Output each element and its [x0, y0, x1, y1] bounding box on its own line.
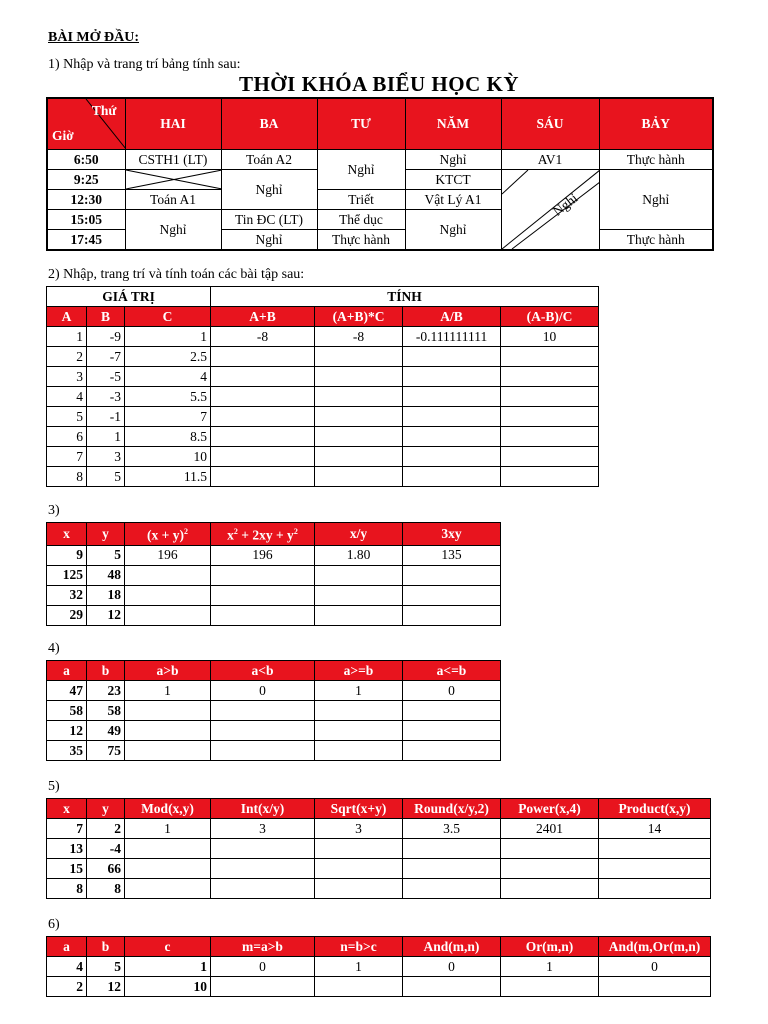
- day-hai: HAI: [125, 98, 221, 150]
- cross-mark: [126, 170, 222, 189]
- table-cell: 0: [211, 681, 315, 701]
- header-cell: y: [87, 799, 125, 819]
- table-cell: 11.5: [125, 467, 211, 487]
- group-header-compute: TÍNH: [211, 287, 599, 307]
- exercise-5-label: 5): [48, 779, 60, 794]
- table-row: [47, 839, 711, 859]
- table-cell: 3: [315, 819, 403, 839]
- table-cell: 58: [87, 701, 125, 721]
- table-cell: [315, 605, 403, 625]
- table-cell: 0: [599, 957, 711, 977]
- table-cell: -9: [87, 327, 125, 347]
- table-row: [47, 977, 711, 997]
- table-cell: [211, 977, 315, 997]
- header-cell: x: [47, 799, 87, 819]
- table-cell: 125: [47, 565, 87, 585]
- table-cell: 1: [87, 427, 125, 447]
- table-row: [47, 701, 501, 721]
- table-cell: -3: [87, 387, 125, 407]
- table-cell: [403, 565, 501, 585]
- table-cell: [315, 977, 403, 997]
- header-cell: a>=b: [315, 661, 403, 681]
- table-cell: -5: [87, 367, 125, 387]
- schedule-cell: Nghỉ: [221, 230, 317, 251]
- table-cell: [125, 741, 211, 761]
- day-ba: BA: [221, 98, 317, 150]
- schedule-cell: Tin ĐC (LT): [221, 210, 317, 230]
- table-cell: 1: [501, 957, 599, 977]
- table-cell: 2: [47, 977, 87, 997]
- table-cell: -8: [211, 327, 315, 347]
- table-cell: [315, 447, 403, 467]
- header-text: + 2xy + y: [237, 527, 294, 543]
- header-cell: 3xy: [403, 523, 501, 546]
- schedule-cell: Triết: [317, 190, 405, 210]
- table-cell: 1: [125, 681, 211, 701]
- table-cell: 3: [211, 819, 315, 839]
- table-cell: [501, 347, 599, 367]
- table-cell: [211, 367, 315, 387]
- table-cell: [211, 467, 315, 487]
- table-cell: [403, 701, 501, 721]
- table-cell: [315, 565, 403, 585]
- table-cell: 15: [47, 859, 87, 879]
- header-cell: Round(x/y,2): [403, 799, 501, 819]
- table-cell: [403, 427, 501, 447]
- table-cell: 0: [403, 957, 501, 977]
- table-row: [47, 327, 599, 347]
- table-cell: 5.5: [125, 387, 211, 407]
- header-text: (x + y): [147, 527, 184, 543]
- table-cell: 23: [87, 681, 125, 701]
- header-cell: Mod(x,y): [125, 799, 211, 819]
- table-cell: 4: [47, 957, 87, 977]
- table-cell: 66: [87, 859, 125, 879]
- table-cell: 12: [87, 977, 125, 997]
- time-cell: 6:50: [47, 150, 125, 170]
- table-cell: [403, 407, 501, 427]
- table-cell: 0: [211, 957, 315, 977]
- table-row: [47, 859, 711, 879]
- header-cell: (A-B)/C: [501, 307, 599, 327]
- table-cell: [403, 741, 501, 761]
- table-row: [47, 565, 501, 585]
- table-cell: [599, 977, 711, 997]
- header-cell: a<=b: [403, 661, 501, 681]
- header-cell: Or(m,n): [501, 937, 599, 957]
- exercise-5-table: [46, 798, 711, 899]
- table-cell: [315, 467, 403, 487]
- schedule-cell: Nghỉ: [599, 170, 713, 230]
- table-row: [47, 427, 599, 447]
- sau-diagonal-lines: [502, 170, 600, 249]
- table-row: [47, 367, 599, 387]
- table-cell: 5: [47, 407, 87, 427]
- table-row: [47, 387, 599, 407]
- header-cell: And(m,Or(m,n): [599, 937, 711, 957]
- table-cell: [501, 467, 599, 487]
- table-cell: 4: [47, 387, 87, 407]
- table-cell: [211, 565, 315, 585]
- table-cell: [403, 839, 501, 859]
- table-row: [47, 681, 501, 701]
- sau-diagonal-text: Nghỉ: [549, 190, 580, 219]
- header-cell: b: [87, 937, 125, 957]
- table-cell: [211, 879, 315, 899]
- corner-header: [47, 98, 125, 150]
- table-cell: 2401: [501, 819, 599, 839]
- day-nam: NĂM: [405, 98, 501, 150]
- table-cell: 7: [125, 407, 211, 427]
- superscript: 2: [183, 527, 188, 536]
- exercise-6-label: 6): [48, 917, 60, 932]
- table-cell: -8: [315, 327, 403, 347]
- table-cell: 49: [87, 721, 125, 741]
- table-cell: [501, 427, 599, 447]
- header-cell: m=a>b: [211, 937, 315, 957]
- header-cell: Int(x/y): [211, 799, 315, 819]
- table-cell: [315, 701, 403, 721]
- table-cell: 8: [47, 467, 87, 487]
- table-cell: [211, 427, 315, 447]
- header-cell: B: [87, 307, 125, 327]
- table-cell: [315, 741, 403, 761]
- table-cell: [403, 447, 501, 467]
- schedule-cell: Thực hành: [599, 150, 713, 170]
- superscript: 2: [293, 527, 298, 536]
- table-cell: [599, 879, 711, 899]
- table-cell: 1: [125, 327, 211, 347]
- table-cell: [125, 605, 211, 625]
- schedule-cell: KTCT: [405, 170, 501, 190]
- table-cell: 3: [87, 447, 125, 467]
- table-row: [47, 585, 501, 605]
- table-cell: 12: [47, 721, 87, 741]
- table-cell: 1: [47, 327, 87, 347]
- day-tu: TƯ: [317, 98, 405, 150]
- table-cell: [211, 447, 315, 467]
- table-row: [47, 721, 501, 741]
- table-cell: 5: [87, 957, 125, 977]
- table-cell: 10: [501, 327, 599, 347]
- header-cell: A+B: [211, 307, 315, 327]
- table-cell: [211, 839, 315, 859]
- table-cell: [211, 387, 315, 407]
- time-cell: 17:45: [47, 230, 125, 251]
- table-cell: 9: [47, 545, 87, 565]
- table-cell: [403, 585, 501, 605]
- table-cell: 1: [125, 957, 211, 977]
- table-cell: 58: [47, 701, 87, 721]
- table-cell: [315, 879, 403, 899]
- exercise-1-label: 1) Nhập và trang trí bảng tính sau:: [48, 57, 241, 72]
- table-cell: [125, 565, 211, 585]
- exercise-3-label: 3): [48, 503, 60, 518]
- table-cell: [315, 427, 403, 447]
- header-cell: Sqrt(x+y): [315, 799, 403, 819]
- table-cell: [315, 839, 403, 859]
- header-cell: (A+B)*C: [315, 307, 403, 327]
- table-cell: [501, 879, 599, 899]
- table-row: [47, 605, 501, 625]
- header-cell: And(m,n): [403, 937, 501, 957]
- table-row: [47, 545, 501, 565]
- table-cell: [403, 367, 501, 387]
- table-cell: 1: [125, 819, 211, 839]
- table-cell: [315, 585, 403, 605]
- table-cell: [211, 585, 315, 605]
- table-cell: 5: [87, 545, 125, 565]
- table-cell: 1: [315, 681, 403, 701]
- exercise-6-table: [46, 936, 711, 997]
- table-cell: 3: [47, 367, 87, 387]
- table-cell: 48: [87, 565, 125, 585]
- table-cell: [211, 407, 315, 427]
- table-cell: [211, 741, 315, 761]
- table-cell: -4: [87, 839, 125, 859]
- table-cell: [315, 721, 403, 741]
- group-header-values: GIÁ TRỊ: [47, 287, 211, 307]
- schedule-cell: AV1: [501, 150, 599, 170]
- schedule-cell: Nghỉ: [405, 210, 501, 251]
- table-cell: [211, 605, 315, 625]
- table-cell: 6: [47, 427, 87, 447]
- header-cell: a<b: [211, 661, 315, 681]
- schedule-cell: Toán A1: [125, 190, 221, 210]
- table-cell: 0: [403, 681, 501, 701]
- schedule-cell: Thực hành: [317, 230, 405, 251]
- table-cell: 29: [47, 605, 87, 625]
- time-cell: 15:05: [47, 210, 125, 230]
- table-cell: 10: [125, 977, 211, 997]
- exercise-2-table: [46, 286, 599, 487]
- table-cell: [211, 347, 315, 367]
- header-text: x: [227, 527, 234, 543]
- table-cell: [403, 859, 501, 879]
- table-row: [47, 467, 599, 487]
- table-cell: [501, 977, 599, 997]
- table-cell: 10: [125, 447, 211, 467]
- table-cell: [501, 839, 599, 859]
- crossed-cell: [125, 170, 221, 190]
- table-cell: 196: [211, 545, 315, 565]
- table-cell: [211, 721, 315, 741]
- header-cell: Power(x,4): [501, 799, 599, 819]
- schedule-cell: Nghỉ: [221, 170, 317, 210]
- header-cell: y: [87, 523, 125, 546]
- schedule-cell: Nghỉ: [317, 150, 405, 190]
- table-cell: [403, 977, 501, 997]
- table-cell: 4: [125, 367, 211, 387]
- header-cell: A/B: [403, 307, 501, 327]
- timetable-title: THỜI KHÓA BIỂU HỌC KỲ: [238, 72, 520, 96]
- header-cell: n=b>c: [315, 937, 403, 957]
- table-cell: 8: [47, 879, 87, 899]
- timetable: [46, 97, 714, 251]
- table-row: [47, 447, 599, 467]
- day-bay: BẢY: [599, 98, 713, 150]
- header-cell: b: [87, 661, 125, 681]
- schedule-cell: Vật Lý A1: [405, 190, 501, 210]
- header-cell: [211, 523, 315, 546]
- table-cell: [403, 879, 501, 899]
- table-cell: 2.5: [125, 347, 211, 367]
- schedule-cell: Nghỉ: [125, 210, 221, 251]
- table-cell: 2: [87, 819, 125, 839]
- table-cell: 32: [47, 585, 87, 605]
- table-cell: 75: [87, 741, 125, 761]
- corner-bottom-label: Giờ: [52, 128, 74, 143]
- table-cell: [315, 347, 403, 367]
- table-cell: [403, 721, 501, 741]
- table-cell: [125, 879, 211, 899]
- table-cell: [211, 859, 315, 879]
- table-row: [47, 957, 711, 977]
- schedule-cell: Nghỉ: [405, 150, 501, 170]
- table-cell: [315, 859, 403, 879]
- table-cell: 47: [47, 681, 87, 701]
- table-cell: [501, 407, 599, 427]
- page-heading: BÀI MỞ ĐẦU:: [48, 30, 139, 45]
- header-cell: Product(x,y): [599, 799, 711, 819]
- table-cell: [403, 387, 501, 407]
- table-cell: [315, 407, 403, 427]
- table-cell: 3.5: [403, 819, 501, 839]
- table-cell: -1: [87, 407, 125, 427]
- table-cell: 35: [47, 741, 87, 761]
- table-cell: [599, 839, 711, 859]
- table-cell: [125, 839, 211, 859]
- table-cell: 135: [403, 545, 501, 565]
- table-row: [47, 879, 711, 899]
- table-cell: -7: [87, 347, 125, 367]
- header-cell: a: [47, 661, 87, 681]
- table-cell: [125, 859, 211, 879]
- table-cell: -0.111111111: [403, 327, 501, 347]
- header-cell: a>b: [125, 661, 211, 681]
- table-row: [47, 347, 599, 367]
- table-row: [47, 741, 501, 761]
- table-cell: 7: [47, 819, 87, 839]
- table-cell: [315, 387, 403, 407]
- schedule-cell: Toán A2: [221, 150, 317, 170]
- time-cell: 12:30: [47, 190, 125, 210]
- exercise-3-table: [46, 522, 501, 626]
- superscript: 2: [233, 527, 238, 536]
- table-cell: 2: [47, 347, 87, 367]
- table-cell: 18: [87, 585, 125, 605]
- exercise-4-label: 4): [48, 641, 60, 656]
- table-row: [47, 819, 711, 839]
- table-cell: [403, 605, 501, 625]
- table-cell: [501, 447, 599, 467]
- table-cell: 8: [87, 879, 125, 899]
- day-sau: SÁU: [501, 98, 599, 150]
- corner-top-label: Thứ: [91, 103, 117, 118]
- schedule-cell: CSTH1 (LT): [125, 150, 221, 170]
- schedule-cell: Thể dục: [317, 210, 405, 230]
- table-cell: [125, 585, 211, 605]
- table-row: [47, 407, 599, 427]
- schedule-cell: Thực hành: [599, 230, 713, 251]
- table-cell: [125, 721, 211, 741]
- header-cell: C: [125, 307, 211, 327]
- header-cell: x: [47, 523, 87, 546]
- table-cell: [211, 701, 315, 721]
- table-cell: [501, 859, 599, 879]
- table-cell: 1.80: [315, 545, 403, 565]
- table-cell: [403, 347, 501, 367]
- header-cell: a: [47, 937, 87, 957]
- header-cell: c: [125, 937, 211, 957]
- table-cell: 14: [599, 819, 711, 839]
- table-cell: [501, 387, 599, 407]
- header-cell: x/y: [315, 523, 403, 546]
- table-cell: 8.5: [125, 427, 211, 447]
- time-cell: 9:25: [47, 170, 125, 190]
- table-cell: 5: [87, 467, 125, 487]
- header-cell: [125, 523, 211, 546]
- table-cell: [501, 367, 599, 387]
- sau-diagonal-cell: [501, 170, 599, 251]
- table-cell: 12: [87, 605, 125, 625]
- exercise-4-table: [46, 660, 501, 761]
- table-cell: 1: [315, 957, 403, 977]
- table-cell: 196: [125, 545, 211, 565]
- table-cell: 7: [47, 447, 87, 467]
- table-cell: [403, 467, 501, 487]
- table-cell: [125, 701, 211, 721]
- table-cell: [315, 367, 403, 387]
- table-cell: 13: [47, 839, 87, 859]
- table-cell: [599, 859, 711, 879]
- exercise-2-label: 2) Nhập, trang trí và tính toán các bài tập sau:: [48, 267, 305, 282]
- header-cell: A: [47, 307, 87, 327]
